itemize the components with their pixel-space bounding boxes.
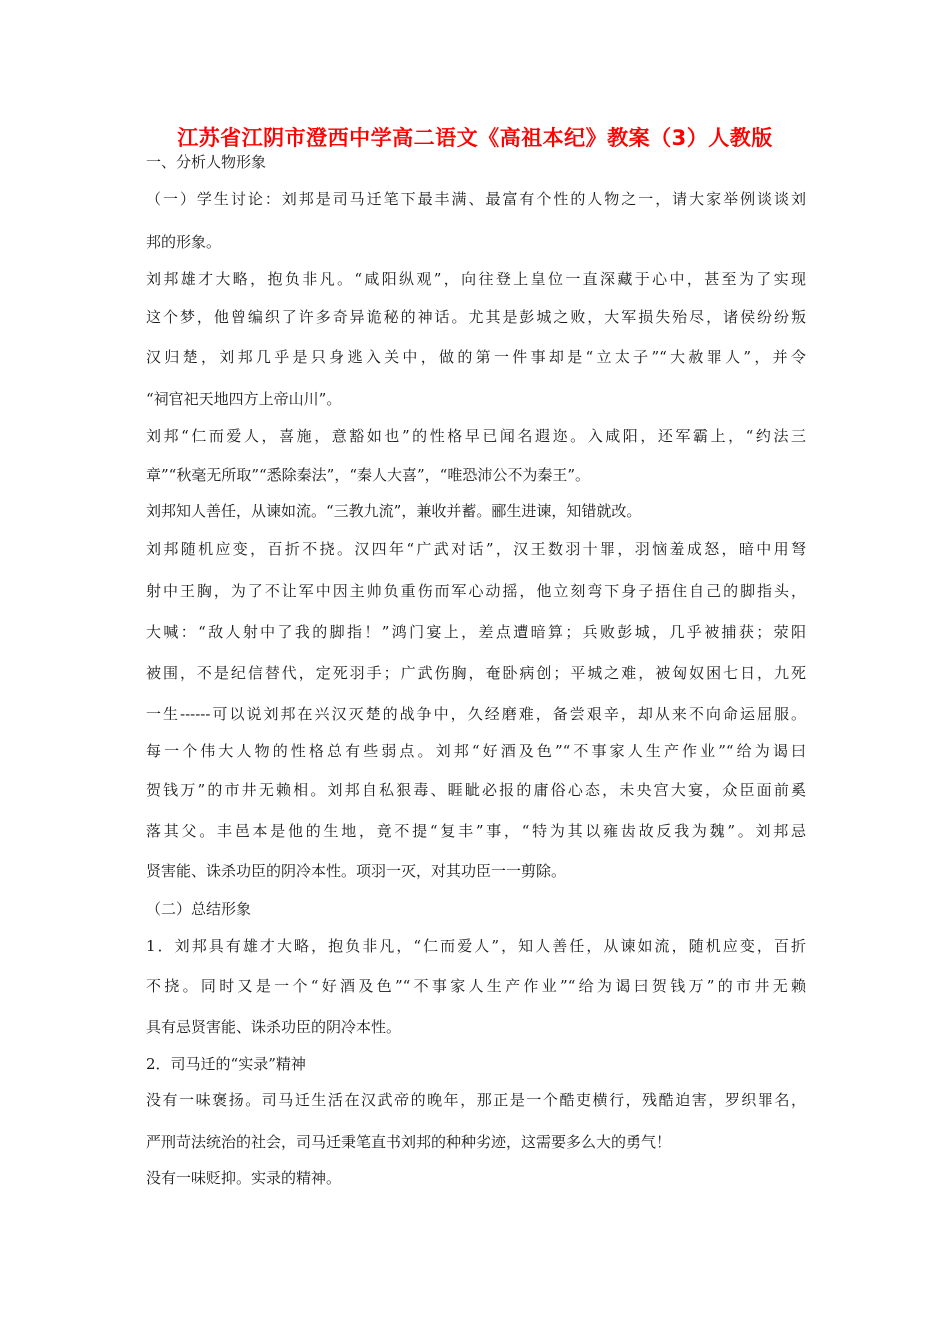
paragraph-line: 没有一味贬抑。实录的精神。 [146,1169,342,1187]
section-heading: 2．司马迁的“实录”精神 [146,1055,306,1073]
paragraph-line: 大喊：“敌人射中了我的脚指！”鸿门宴上，差点遭暗算；兵败彭城，几乎被捕获；荥阳 [146,623,806,641]
paragraph-line: 被围，不是纪信替代，定死羽手；广武伤胸，奄卧病创；平城之难，被匈奴困七日，九死 [146,664,806,682]
paragraph-line: 刘邦知人善任，从谏如流。“三教九流”，兼收并蓄。郦生进谏，知错就改。 [146,502,642,520]
paragraph-line: （一）学生讨论：刘邦是司马迁笔下最丰满、最富有个性的人物之一，请大家举例谈谈刘 [146,190,806,208]
paragraph-line: 落其父。丰邑本是他的生地，竟不提“复丰”事，“特为其以雍齿故反我为魏”。刘邦忌 [146,822,806,840]
paragraph-line: 具有忌贤害能、诛杀功臣的阴冷本性。 [146,1018,402,1036]
paragraph-line: 严刑苛法统治的社会，司马迁秉笔直书刘邦的种种劣迹，这需要多么大的勇气！ [146,1133,672,1151]
paragraph-line: 汉归楚，刘邦几乎是只身逃入关中，做的第一件事却是“立太子”“大赦罪人”，并令 [146,348,806,366]
paragraph-line: 贺钱万”的市井无赖相。刘邦自私狠毒、睚眦必报的庸俗心态，未央宫大宴，众臣面前奚 [146,781,806,799]
paragraph-line: 1．刘邦具有雄才大略，抱负非凡，“仁而爱人”，知人善任，从谏如流，随机应变，百折 [146,937,806,955]
paragraph-line: “祠官祀天地四方上帝山川”。 [146,390,342,408]
paragraph-line: 射中王胸，为了不让军中因主帅负重伤而军心动摇，他立刻弯下身子捂住自己的脚指头， [146,582,806,600]
paragraph-line: 刘邦“仁而爱人，喜施，意豁如也”的性格早已闻名遐迩。入咸阳，还军霸上，“约法三 [146,427,806,445]
paragraph-line: 没有一味褒扬。司马迁生活在汉武帝的晚年，那正是一个酷吏横行，残酷迫害，罗织罪名， [146,1091,806,1109]
paragraph-line: 不挠。同时又是一个“好酒及色”“不事家人生产作业”“给为谒曰贺钱万”的市井无赖 [146,977,806,995]
paragraph-line: 贤害能、诛杀功臣的阴冷本性。项羽一灭，对其功臣一一剪除。 [146,862,567,880]
paragraph-line: 章”“秋毫无所取”“悉除秦法”，“秦人大喜”，“唯恐沛公不为秦王”。 [146,466,591,484]
paragraph-line: 一生------可以说刘邦在兴汉灭楚的战争中，久经磨难，备尝艰辛，却从来不向命运屈服。 [146,705,806,723]
paragraph-line: 刘邦随机应变，百折不挠。汉四年“广武对话”，汉王数羽十罪，羽恼羞成怒，暗中用弩 [146,540,806,558]
paragraph-line: 这个梦，他曾编织了许多奇异诡秘的神话。尤其是彭城之败，大军损失殆尽，诸侯纷纷叛 [146,308,806,326]
paragraph-line: 刘邦雄才大略，抱负非凡。“咸阳纵观”，向往登上皇位一直深藏于心中，甚至为了实现 [146,270,806,288]
paragraph-line: 每一个伟大人物的性格总有些弱点。刘邦“好酒及色”“不事家人生产作业”“给为谒曰 [146,742,806,760]
document-title: 江苏省江阴市澄西中学高二语文《高祖本纪》教案（3）人教版 [177,126,773,150]
paragraph-line: 邦的形象。 [146,233,222,251]
section-heading: （二）总结形象 [146,900,252,918]
section-heading: 一、分析人物形象 [146,153,267,171]
